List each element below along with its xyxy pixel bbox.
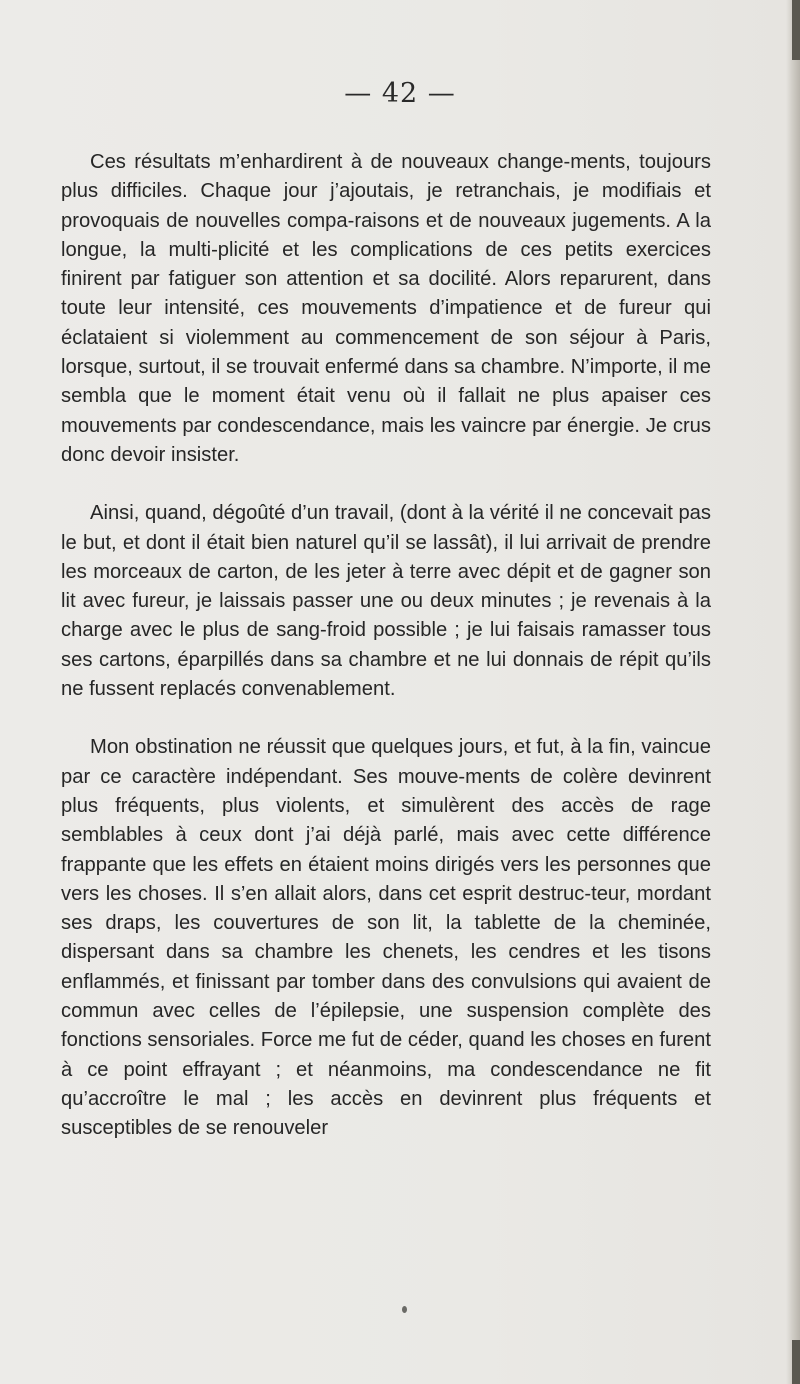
paragraph-1: Ces résultats m’enhardirent à de nouveaux change-ments, toujours plus difficiles. Chaque jour j’ajoutais, je retranchais, je modifiais et provoquais de nouvelles compa-raisons et de nouveaux jugements. A la longue, la multi-plicité et les complications de ces petits exercices finirent par fatiguer son attention et sa docilité. Alors reparurent, dans toute leur intensité, ces mouvements d’impatience et de fureur qui éclataient si violemment au commencement de son séjour à Paris, lorsque, surtout, il se trouvait enfermé dans sa chambre. N’importe, il me sembla que le moment était venu où il fallait ne plus apaiser ces mouvements par condescendance, mais les vaincre par énergie. Je crus donc devoir insister. (61, 151, 711, 466)
body-text (61, 148, 711, 1144)
paragraph-3: Mon obstination ne réussit que quelques jours, et fut, à la fin, vaincue par ce caractère indépendant. Ses mouve-ments de colère devinrent plus fréquents, plus violents, et simulèrent des accès de rage semblables à ceux dont j’ai déjà parlé, mais avec cette différence frappante que les effets en étaient moins dirigés vers les personnes que vers les choses. Il s’en allait alors, dans cet esprit destruc-teur, mordant ses draps, les couvertures de son lit, la tablette de la cheminée, dispersant dans sa chambre les chenets, les cendres et les tisons enflammés, et finissant par tomber dans des convulsions qui avaient de commun avec celles de l’épilepsie, une suspension complète des fonctions sensoriales. Force me fut de céder, quand les choses en furent à ce point effrayant ; et néanmoins, ma condescendance ne fit qu’accroître le mal ; les accès en devinrent plus fréquents et susceptibles de se renouveler (61, 736, 711, 1140)
page-number: — 42 — (344, 78, 456, 109)
binding-mark-bottom (792, 1340, 800, 1384)
page-edge-shadow (786, 0, 800, 1384)
ink-speck (402, 1306, 407, 1313)
binding-mark-top (792, 0, 800, 60)
paragraph-2: Ainsi, quand, dégoûté d’un travail, (dont à la vérité il ne concevait pas le but, et dont il était bien naturel qu’il se lassât), il lui arrivait de prendre les morceaux de carton, de les jeter à terre avec dépit et de gagner son lit avec fureur, je laissais passer une ou deux minutes ; je revenais à la charge avec le plus de sang-froid possible ; je lui faisais ramasser tous ses cartons, éparpillés dans sa chambre et ne lui donnais de répit qu’ils ne fussent replacés convenablement. (61, 502, 711, 701)
